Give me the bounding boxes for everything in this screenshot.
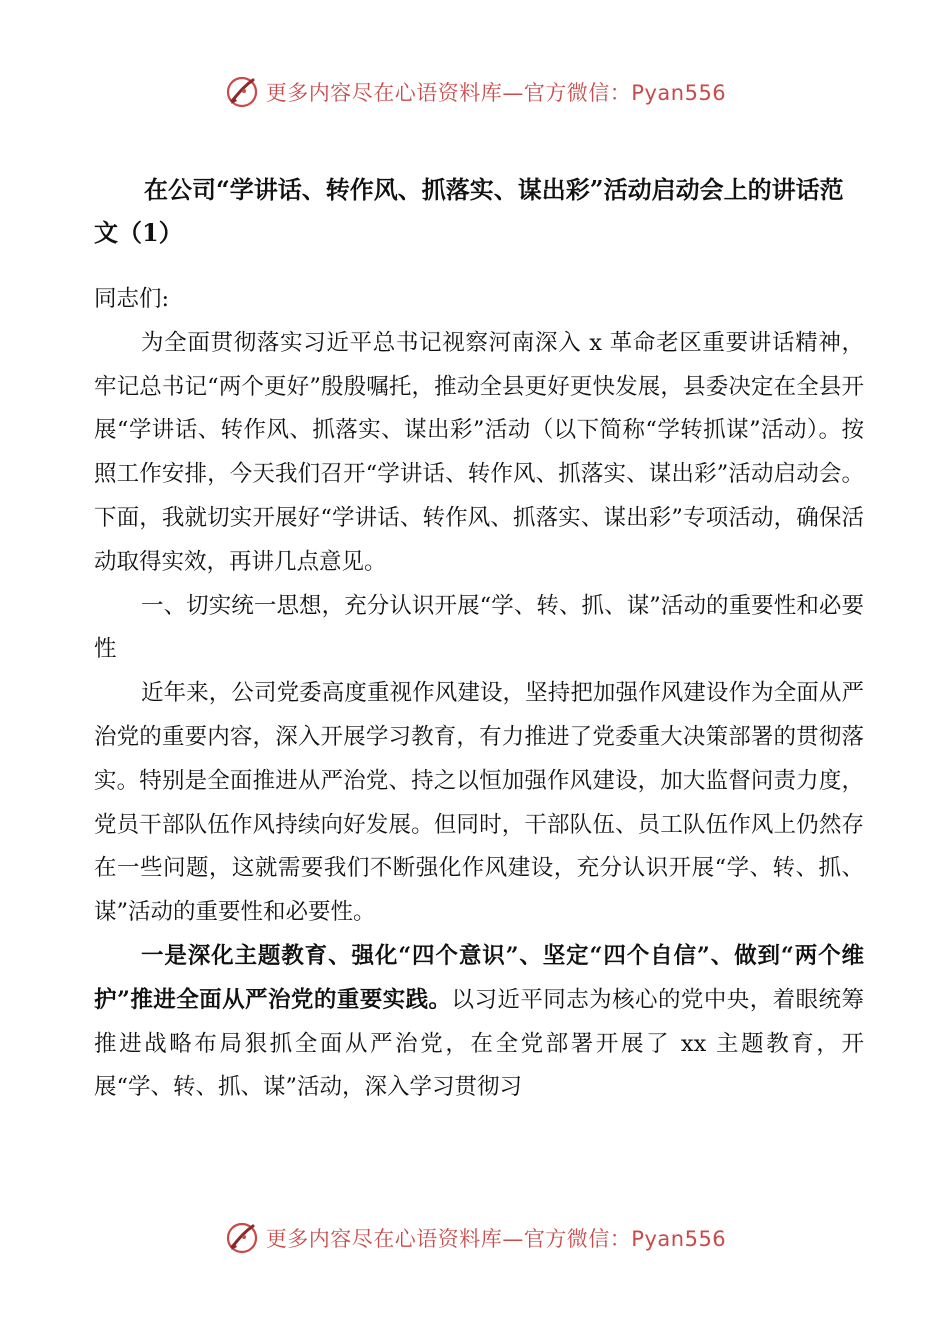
banner-separator: — <box>502 81 524 105</box>
document-title: 在公司“学讲话、转作风、抓落实、谋出彩”活动启动会上的讲话范文（1） <box>94 175 844 247</box>
document-body <box>94 278 864 1110</box>
paragraph-point-1 <box>94 935 864 1110</box>
section-heading-1: 一、切实统一思想，充分认识开展“学、转、抓、谋”活动的重要性和必要性 <box>94 592 864 663</box>
banner-main-text: 更多内容尽在心语资料库 <box>265 81 503 105</box>
paragraph-intro: 为全面贯彻落实习近平总书记视察河南深入 x 革命老区重要讲话精神，牢记总书记“两个更好”殷殷嘱托，推动全县更好更快发展，县委决定在全县开展“学讲话、转作风、抓落实、谋出彩”活动（以下简称“学转抓谋”活动）。按照工作安排，今天我们召开“学讲话、转作风、抓落实、谋出彩”活动启动会。下面，我就切实开展好“学讲话、转作风、抓落实、谋出彩”专项活动，确保活动取得实效，再讲几点意见。 <box>94 329 864 575</box>
banner-separator: — <box>502 1227 524 1251</box>
paragraph-background: 近年来，公司党委高度重视作风建设，坚持把加强作风建设作为全面从严治党的重要内容，深入开展学习教育，有力推进了党委重大决策部署的贯彻落实。特别是全面推进从严治党、持之以恒加强作风建设，加大监督问责力度，党员干部队伍作风持续向好发展。但同时，干部队伍、员工队伍作风上仍然存在一些问题，这就需要我们不断强化作风建设，充分认识开展“学、转、抓、谋”活动的重要性和必要性。 <box>94 680 864 926</box>
banner-text <box>266 1223 726 1253</box>
point-1-body: 以习近平同志为核心的党中央，着眼统筹推进战略布局狠抓全面从严治党，在全党部署开展了 xx 主题教育，开展“学、转、抓、谋”活动，深入学习贯彻习 <box>94 986 864 1101</box>
pen-logo-icon <box>224 1220 260 1256</box>
header-watermark-banner <box>0 72 950 112</box>
banner-wechat-text: 官方微信：Pyan556 <box>523 81 727 105</box>
greeting: 同志们: <box>94 286 170 312</box>
banner-text <box>266 77 726 107</box>
footer-watermark-banner <box>0 1218 950 1258</box>
point-1-lead: 一是深化主题教育、强化“四个意识”、坚定“四个自信”、做到“两个维护”推进全面从严治党的重要实践。 <box>94 942 864 1013</box>
banner-main-text: 更多内容尽在心语资料库 <box>265 1227 503 1251</box>
banner-wechat-text: 官方微信：Pyan556 <box>523 1227 727 1251</box>
pen-logo-icon <box>224 74 260 110</box>
